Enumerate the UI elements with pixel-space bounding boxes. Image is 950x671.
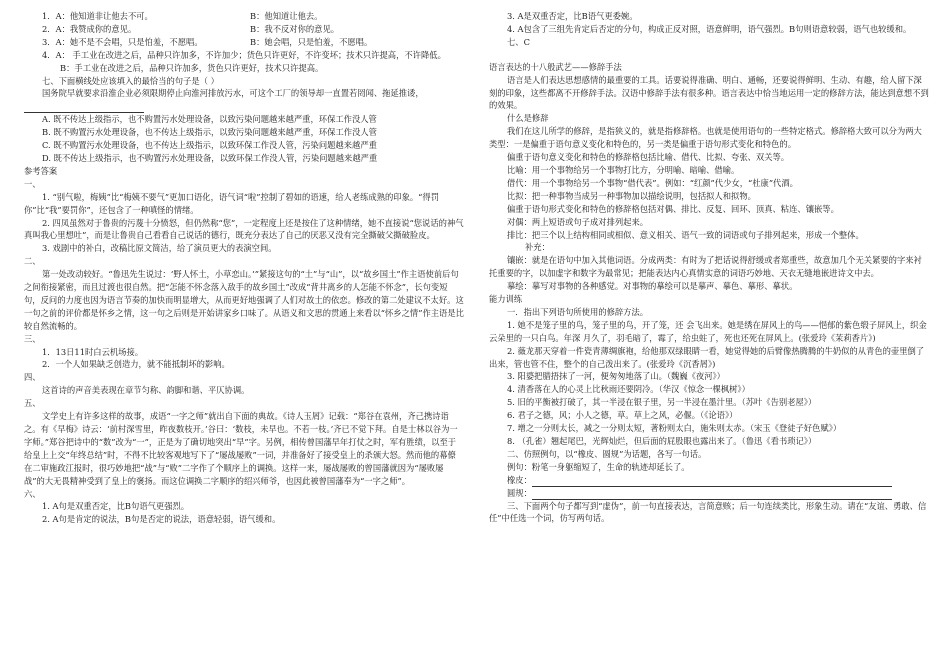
section-heading: 三、 bbox=[24, 333, 41, 344]
rhetoric-definition: 排比：把三个以上结构相同或相似、意义相关、语气一致的词语或句子排列起来，形成一个整体。 bbox=[507, 229, 864, 240]
subsection-heading: 什么是修辞 bbox=[507, 113, 549, 124]
section-heading: 四、 bbox=[24, 372, 41, 383]
rhetoric-definition: 比喻：用一个事物给另一个事物打比方，分明喻、暗喻、借喻。 bbox=[507, 164, 740, 175]
answer-paragraph: 这首诗的声音美表现在章节匀称、韵脚和谐、平仄协调。 bbox=[42, 385, 250, 396]
q7-option-b: B. 既不购置污水处理设备，也不传达上级指示，以致污染问题越来越严重，环保工作没人管 bbox=[42, 127, 377, 138]
answer-paragraph: 文学史上有许多这样的故事，成语“一字之师”就出自下面的典故。《诗人玉屑》记载：“郑谷在袁州，齐己携诗诣之。有《早梅》诗云：‘前村深雪里，昨夜数枝开。’谷曰：‘数枝，未早也。不若一枝。’齐已不觉下拜。自是士林以谷为一字师。”郑谷把诗中的“数”改为“一”，正是为了确切地突出“早”字。另例，相传曾国藩早年打仗之时，军有胜绩，以至于给皇上上交“年终总结”时，不得不比较客观地写下了“屡战屡败”一词，并准备好了接受皇上的杀颁大怒。然而他的幕僚在二审施政江报时，很巧妙地把“战”与“败”二字作了个顺序上的调换。这样一来，屡战屡败的曾国藩就因为“屡败屡战”的大无畏精神受到了皇上的褒扬。而这位调换二字顺序的绍兴师爷，也因此被曾国藩奉为“一字之师”。 bbox=[24, 411, 458, 486]
answer-blank bbox=[532, 490, 892, 500]
answer-paragraph: 2．一个人如果缺乏创造力，就不能抵制坏的影响。 bbox=[42, 359, 230, 370]
q6-option-4a: 4．A： 手工业在改进之后，品种只许加多，不许加少；货色只许更好，不许变坏；技术只许提高，不许降低。 bbox=[42, 49, 446, 60]
example-sentence: 例句：粉笔一身躯缩短了，生命的轨迹却延长了。 bbox=[507, 461, 690, 472]
rhetoric-definition: 比拟：把一种事物当成另一种事物加以描绘说明，包括拟人和拟物。 bbox=[507, 190, 756, 201]
article-paragraph: 偏重于语句形式变化和特色的修辞格包括对偶、排比、反复、回环、顶真、粘连、镶嵌等。 bbox=[507, 203, 839, 214]
q6-option-a: 2．A：我赞成你的意见。 bbox=[42, 23, 137, 34]
q6-option-b: B：他知道让他去。 bbox=[250, 11, 323, 21]
exercise-item: 6. 君子之德，风；小人之德，草。草上之风，必偃。（《论语》） bbox=[507, 410, 738, 421]
answer-paragraph: 2. A句是肯定的说法，B句是否定的说法，语意轻弱，语气缓和。 bbox=[42, 514, 281, 525]
spacer bbox=[489, 49, 929, 61]
exercise-instruction: 一．指出下列语句所使用的修辞方法。 bbox=[507, 306, 649, 317]
answer-paragraph: 1．13日11时白云机场接。 bbox=[42, 346, 144, 357]
article-paragraph: 我们在这儿所学的修辞，是指狭义的，就是指修辞格。也就是使用语句的一些特定格式。修辞格大致可以分为两大类型：一是偏重于语句意义变化和特色的，另一类是偏重于语句形式变化和特色的。 bbox=[489, 126, 922, 150]
q7-option-a: A. 既不传达上级指示，也不购置污水处理设备，以致污染问题越来越严重，环保工作没人管 bbox=[42, 114, 377, 125]
answer-key-title: 参考答案 bbox=[24, 165, 58, 176]
q7-option-c: C. 既不购置污水处理设备，也不传达上级指示，以致环保工作没人管，污染问题越来越严重 bbox=[42, 140, 377, 151]
answer-line-eraser: 橡皮： bbox=[489, 474, 929, 487]
answer-blank bbox=[24, 103, 144, 113]
answer-paragraph: 七、C bbox=[507, 36, 530, 47]
section-heading: 一、 bbox=[24, 178, 41, 189]
exercise-instruction: 二、仿照例句，以“橡皮、圆规”为话题，各写一句话。 bbox=[507, 448, 707, 459]
exercise-item: 2. 薇龙那天穿着一件瓷青薄绸旗袍，给他那双绿眼睛一看，她觉得她的后臂像热腾腾的牛奶似的从青色的壶里倒了出来，管也管不住，整个的自己泼出来了。(张爱玲《沉香屑》) bbox=[489, 345, 925, 369]
article-paragraph: 语言是人们表达思想感情的最重要的工具。话要说得准确、明白、通畅，还要说得鲜明、生动、有趣，给人留下深刻的印象，这些都离不开修辞手法。汉语中修辞手法有很多种。语言表达中恰当地运用一定的修辞方法，能达到意想不到的效果。 bbox=[489, 74, 929, 111]
training-title: 能力训练 bbox=[489, 294, 523, 305]
q6-option-row-3 bbox=[24, 36, 464, 49]
q6-option-a: 3．A：她不是不会唱，只是怕羞，不愿唱。 bbox=[42, 36, 203, 47]
answer-paragraph: 3. A是双重否定，比B语气更委婉。 bbox=[507, 11, 638, 21]
article-title: 语言表达的十八般武艺——修辞手法 bbox=[489, 61, 622, 72]
q6-option-b: B：她会唱，只是怕羞，不愿唱。 bbox=[250, 36, 373, 47]
article-paragraph: 偏重于语句意义变化和特色的修辞格包括比喻、借代、比拟、夸张、双关等。 bbox=[507, 152, 790, 163]
q6-option-row-2 bbox=[24, 23, 464, 36]
exercise-item: 4. 清香落在人的心灵上比秋雨还要阴冷。（华汉《惊念一棵枫树》） bbox=[507, 384, 750, 395]
answer-paragraph: 1. A句是双重否定，比B句语气更强烈。 bbox=[42, 501, 190, 512]
q6-option-b: B：我不反对你的意见。 bbox=[250, 23, 340, 34]
q6-option-row-1 bbox=[24, 10, 464, 23]
q6-option-4b: B：手工业在改进之后，品种只许加多，货色只许更好，技术只许提高。 bbox=[60, 62, 324, 73]
right-column bbox=[489, 10, 929, 525]
rhetoric-definition: 镶嵌：就是在语句中加入其他词语。分成两类：有时为了把话说得舒缓或者郑重些，故意加几个无关紧要的字来衬托重要的字，以加虚字和数字为最常见；把能表达内心真情实意的词语巧妙地、天衣无缝地嵌进诗文中去。 bbox=[489, 255, 922, 279]
answer-paragraph: 2. 四凤虽然对于鲁贵的污蔑十分愤怒，但仍然称“您”，一定程度上还是按住了这种情绪，她不直接说“您说话的神气真叫我心里想吐”，而是让鲁贵自己看看自己说话的德行，既充分表达了自己的厌恶又没有完全撕破父撕破脸皮。 bbox=[24, 217, 464, 241]
q7-stem: 国务院早就要求沿淮企业必须限期停止向淮河排放污水，可这个工厂的领导却一直置若罔闻、拖延推诿， bbox=[24, 87, 464, 113]
exercise-item: 8. （孔雀）翘起尾巴，光辉灿烂，但后面的屁股眼也露出来了。（鲁迅《看书琐记》） bbox=[507, 436, 817, 446]
answer-paragraph: 3. 戏剧中的补白，改稿比原文简洁，给了演员更大的表演空间。 bbox=[42, 243, 277, 254]
rhetoric-definition: 摹绘：摹写对事物的各种感觉。对事物的摹绘可以是摹声、摹色、摹形、摹状。 bbox=[507, 281, 798, 292]
rhetoric-definition: 借代：用一个事物给另一个事物“借代表”。例如：“红颜”代少女，“杜康”代酒。 bbox=[507, 177, 798, 188]
q6-option-a: 1．A：他知道非让他去不可。 bbox=[42, 11, 153, 21]
section-heading: 二、 bbox=[24, 256, 41, 267]
answer-blank bbox=[532, 477, 892, 487]
answer-paragraph: 第一处改动较好。“鲁迅先生说过：‘野人怀土，小草恋山。’”紧接这句的“土”与“山”，以“故乡国土”作主语使前后句之间衔接紧密，而且过渡也很自然。把“怎能不怀念落入敌手的故乡国土”改成“背井离乡的人怎能不怀念”，长句变短句，反问的力度也因为语言节奏的加快而明显增大，从而更好地强调了人们对故土的依恋。修改的第二处建议不太好。这一句之前的评价都是怀乡之情，这一句之后则是开始讲家乡口味了。从语义和文思的贯通上来看以“怀乡之情”作主语是比较自然流畅的。 bbox=[24, 269, 464, 331]
section-heading: 六、 bbox=[24, 488, 41, 499]
exercise-item: 7. 增之一分则太长，减之一分则太短，著粉则太白，施朱则太赤。（宋玉《登徒子好色赋》） bbox=[507, 423, 842, 434]
exercise-item: 3. 阳婆把腊捂抹了一河，便匆匆地落了山。（魏巍《夜河》） bbox=[507, 371, 725, 382]
exercise-item: 5. 旧的平衡被打破了，其一半浸在银子里，另一半浸在墨汁里。（苏叶《告别老屋》） bbox=[507, 397, 817, 408]
answer-line-compass: 圆规： bbox=[489, 487, 929, 500]
exercise-item: 1. 她不是笼子里的鸟，笼子里的鸟，开了笼，还 会飞出来。她是绣在屏风上的鸟——悒郁的紫色缎子屏风上，织金云朵里的一只白鸟。年深 月久了，羽毛暗了，霉了，给虫蛀了，死也还死在屏风上。(张爱玲《茉莉香片》) bbox=[489, 319, 927, 343]
left-column bbox=[24, 10, 464, 526]
q7-title: 七、下面横线处应该填入的最恰当的句子是（ ） bbox=[42, 75, 219, 86]
rhetoric-definition: 对偶：两上短语或句子成对排列起来。 bbox=[507, 216, 649, 227]
q7-option-d: D. 既不传达上级指示，也不购置污水处理设备，以致环保工作没人管，污染问题越来越严重 bbox=[42, 152, 378, 163]
subsection-heading: 补充： bbox=[525, 242, 550, 253]
exercise-instruction: 三、下面两个句子都写到“虚伪”，前一句直接表达，言简意赅；后一句连续类比，形象生动。请在“友谊、勇敢、信任”中任选一个词，仿写两句话。 bbox=[489, 500, 927, 524]
answer-paragraph: 1. “别气啦，梅姨”比“梅姨不要气”更加口语化，语气词“啦”控制了碧如的语速，给人老练成熟的印象。“得罚你”比“我”要罚你”，还包含了一种嗔怪的情绪。 bbox=[24, 191, 440, 215]
answer-paragraph: 4. A包含了三组先肯定后否定的分句，构成正反对照，语意鲜明，语气强烈。B句则语意较弱，语气也较缓和。 bbox=[507, 23, 912, 34]
section-heading: 五、 bbox=[24, 398, 41, 409]
